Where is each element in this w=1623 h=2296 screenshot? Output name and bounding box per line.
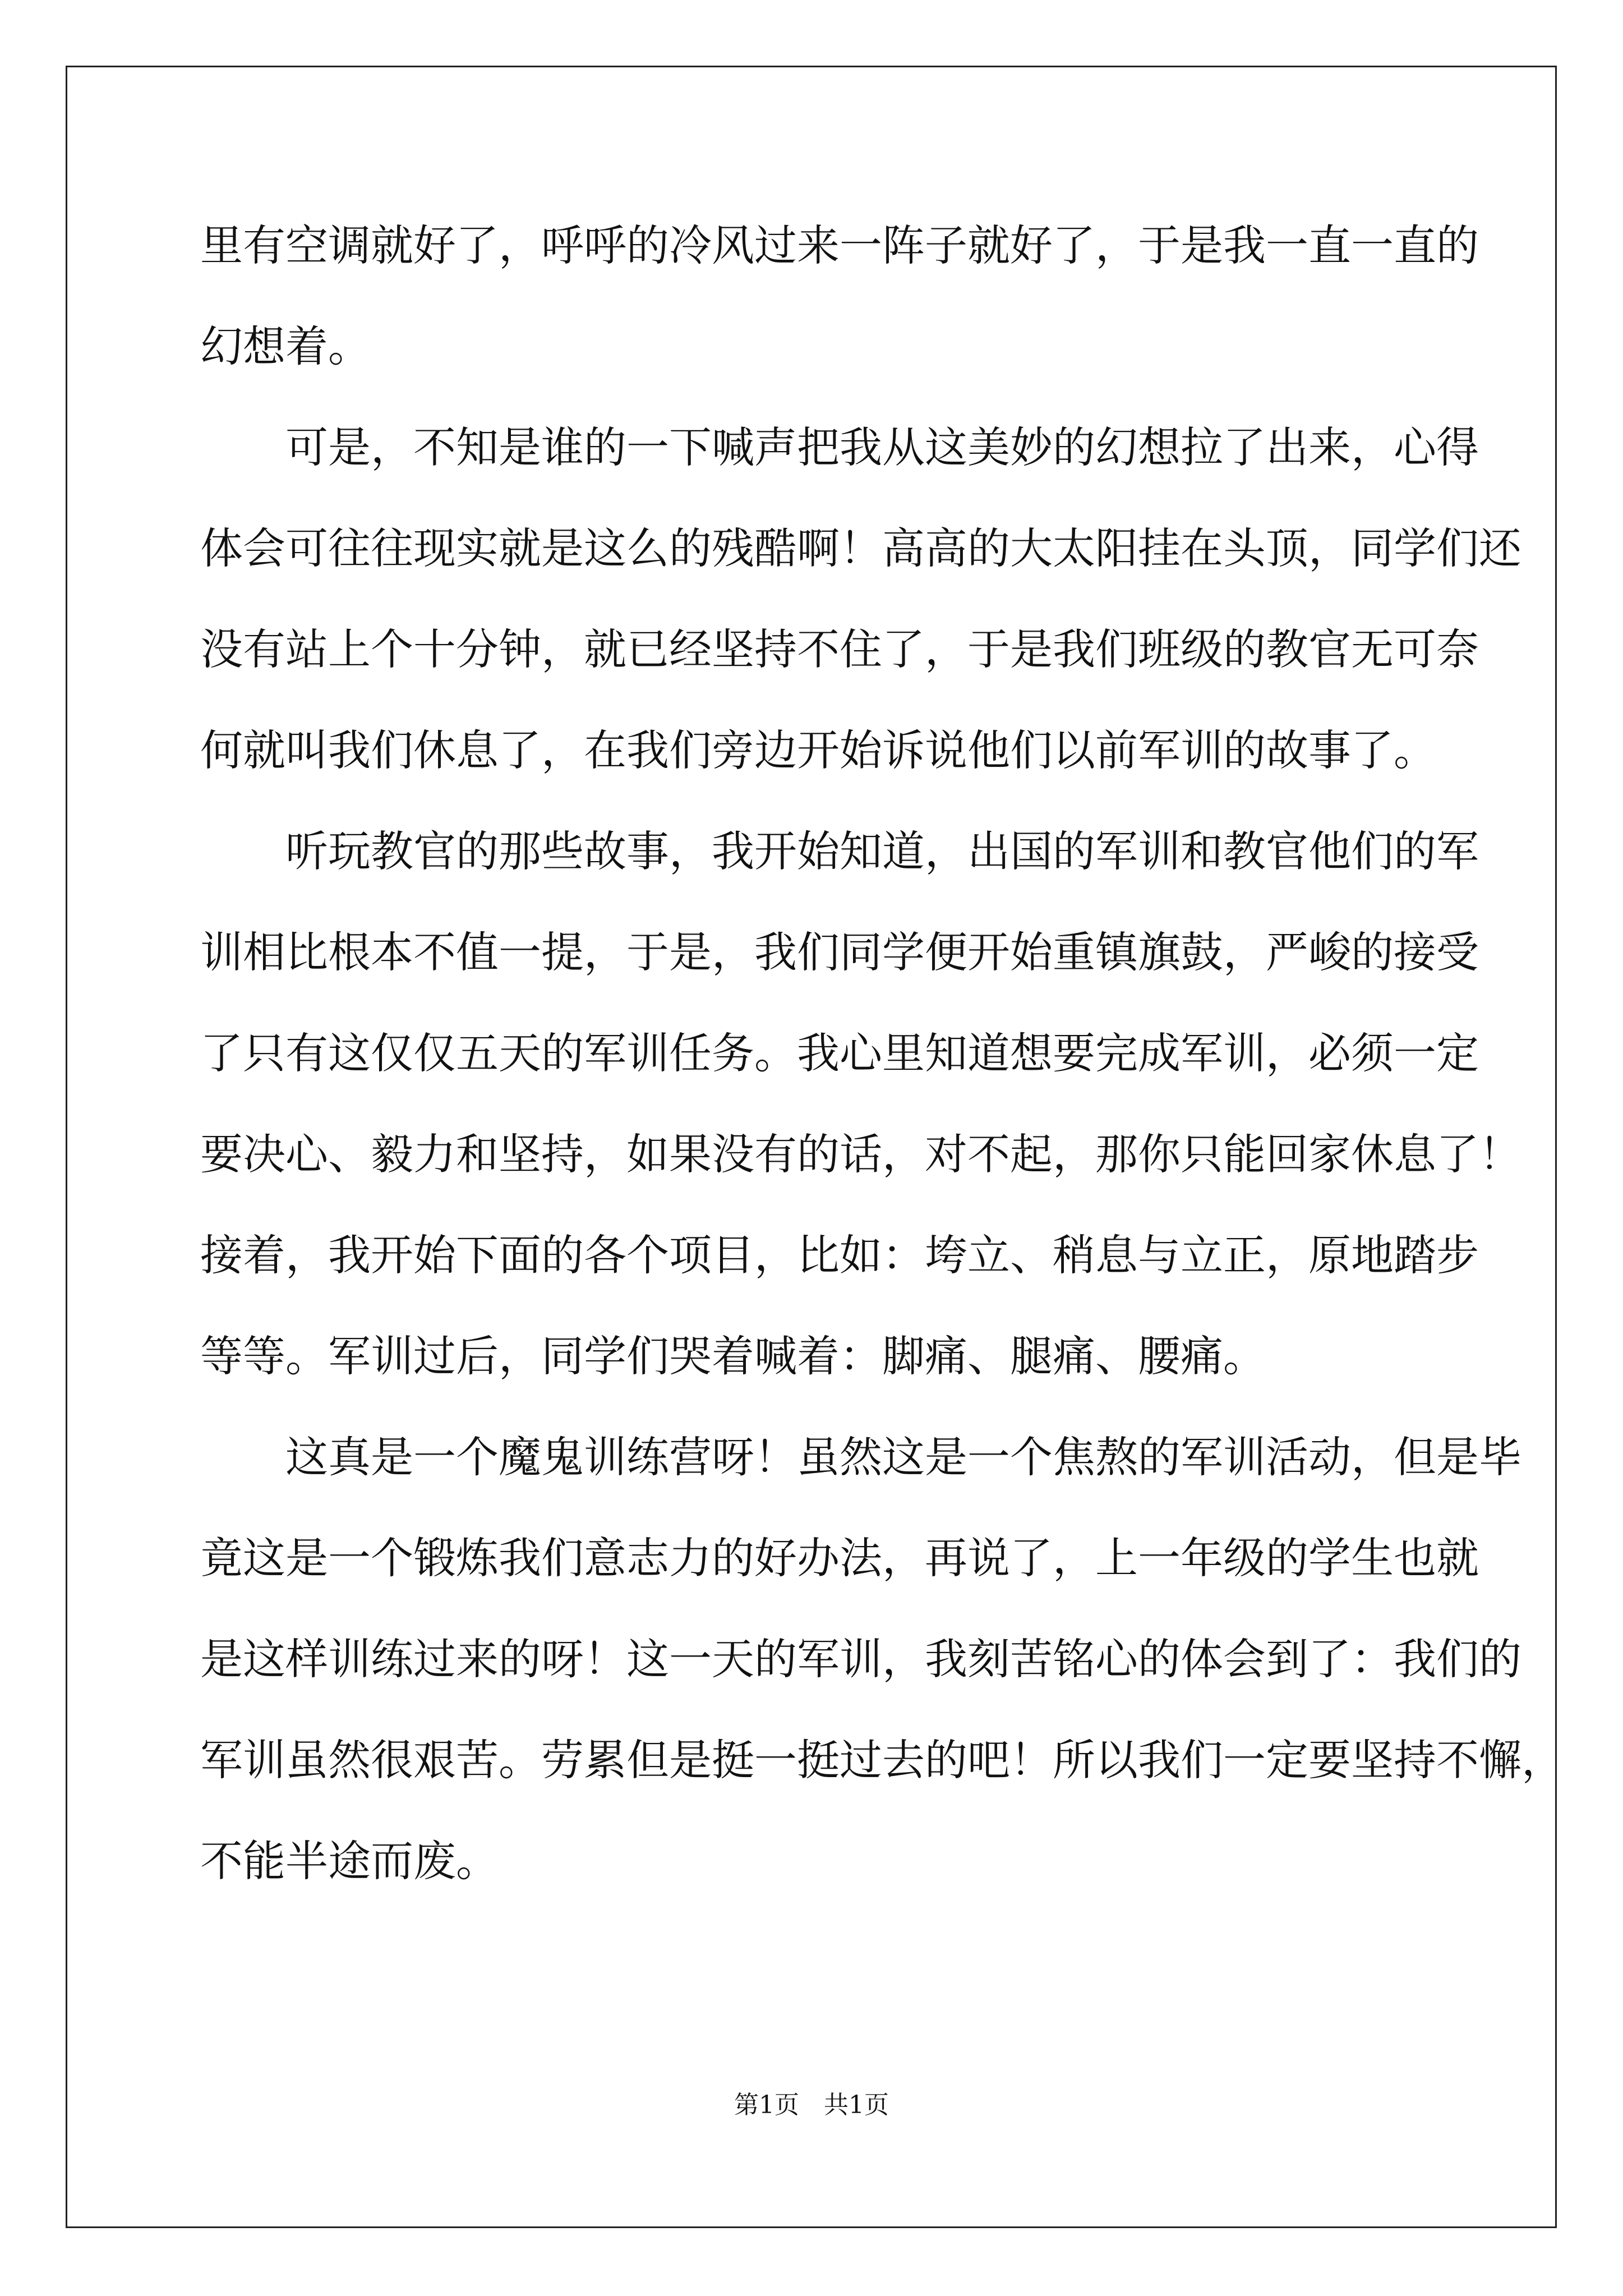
text-line: 竟这是一个锻炼我们意志力的好办法，再说了，上一年级的学生也就 [200,1533,1479,1583]
text-line: 体会可往往现实就是这么的残酷啊！高高的大太阳挂在头顶，同学们还 [200,523,1521,573]
text-line: 训相比根本不值一提，于是，我们同学便开始重镇旗鼓，严峻的接受 [200,927,1479,977]
text-line: 这真是一个魔鬼训练营呀！虽然这是一个焦熬的军训活动，但是毕 [200,1432,1521,1482]
text-line: 军训虽然很艰苦。劳累但是挺一挺过去的吧！所以我们一定要坚持不懈， [200,1735,1564,1785]
text-line: 可是，不知是谁的一下喊声把我从这美妙的幻想拉了出来，心得 [200,422,1479,472]
text-line: 幻想着。 [200,321,371,371]
text-line: 接着，我开始下面的各个项目，比如：垮立、稍息与立正，原地踏步 [200,1230,1479,1280]
text-line: 等等。军训过后，同学们哭着喊着：脚痛、腿痛、腰痛。 [200,1331,1266,1381]
text-line: 里有空调就好了，呼呼的冷风过来一阵子就好了，于是我一直一直的 [200,220,1479,270]
text-line: 何就叫我们休息了，在我们旁边开始诉说他们以前军训的故事了。 [200,725,1436,775]
text-line: 了只有这仅仅五天的军训任务。我心里知道想要完成军训，必须一定 [200,1028,1479,1078]
text-line: 不能半途而废。 [200,1836,499,1886]
text-line: 听玩教官的那些故事，我开始知道，出国的军训和教官他们的军 [200,826,1479,876]
text-line: 要决心、毅力和坚持，如果没有的话，对不起，那你只能回家休息了！ [200,1129,1521,1179]
text-line: 没有站上个十分钟，就已经坚持不住了，于是我们班级的教官无可奈 [200,624,1479,674]
page-number-footer: 第1页 共1页 [734,2091,889,2119]
text-line: 是这样训练过来的呀！这一天的军训，我刻苦铭心的体会到了：我们的 [200,1634,1521,1684]
